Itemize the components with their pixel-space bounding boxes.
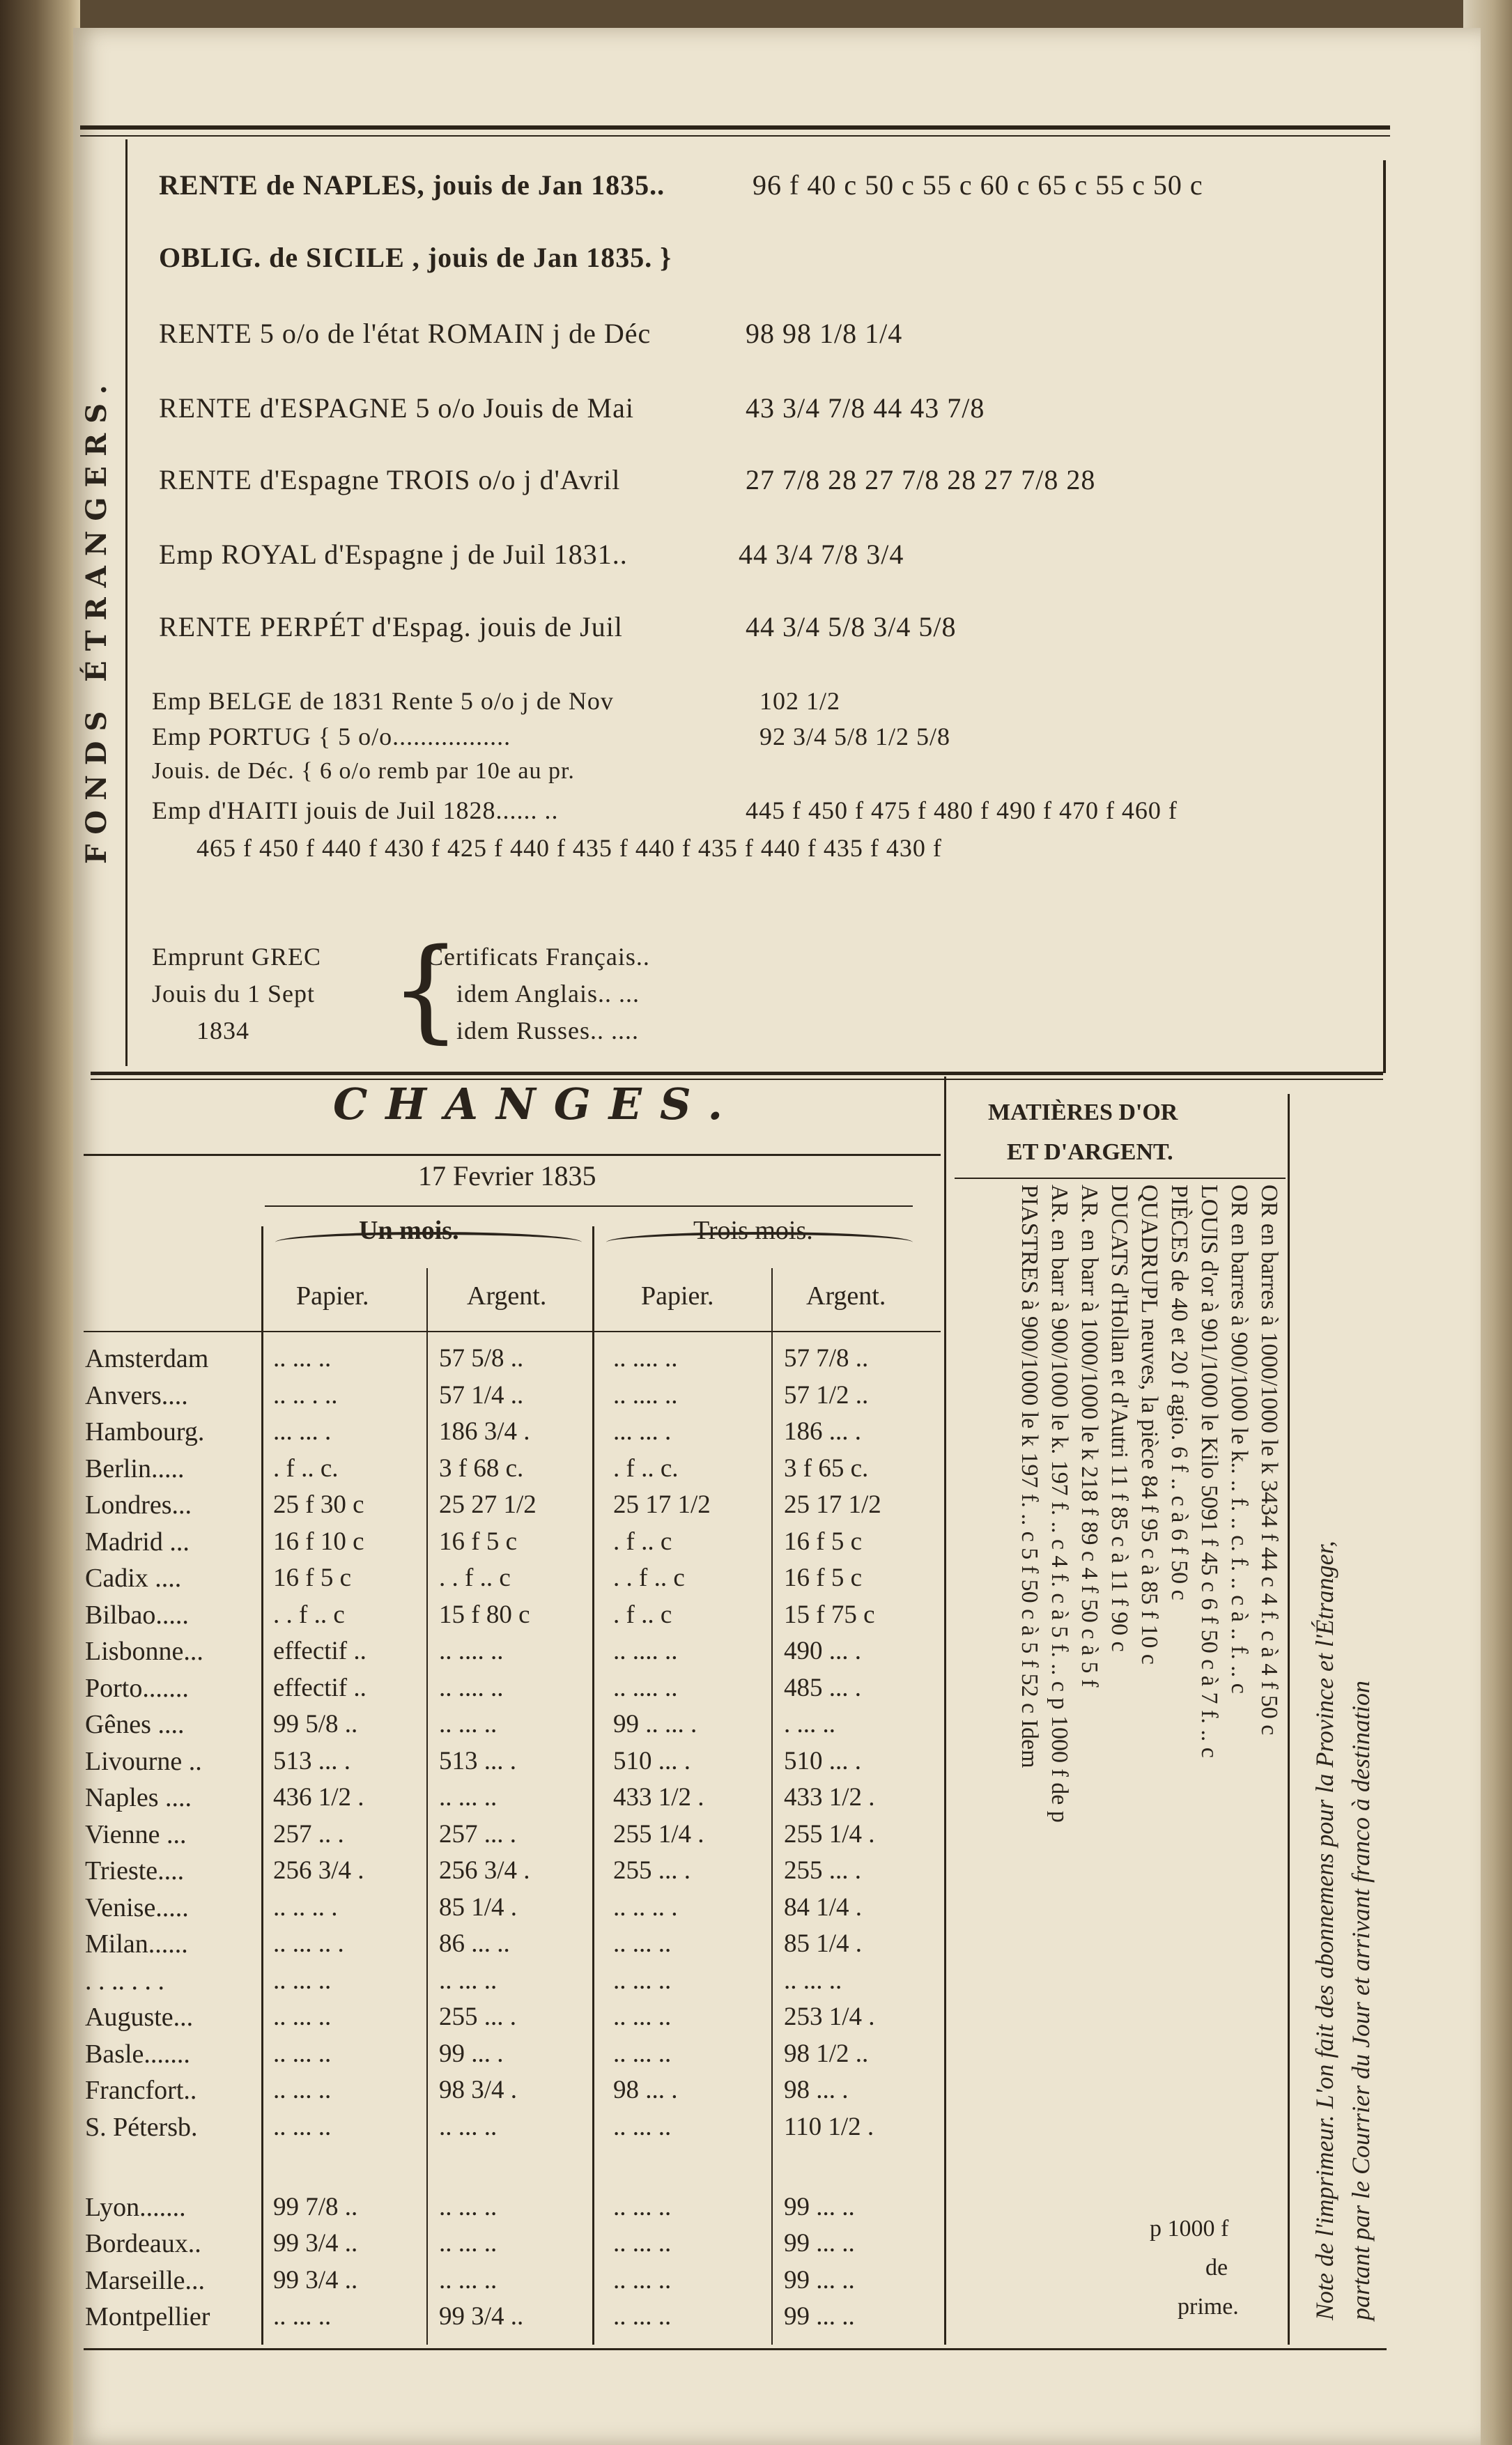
rate-cell: .. ... .. [613,2039,672,2068]
city-label: . . .. . . . [85,1966,164,1996]
rate-cell: 98 1/2 .. [784,2039,869,2068]
row-values: 43 3/4 7/8 44 43 7/8 [746,392,985,424]
city-label: Vienne ... [85,1819,187,1849]
city-label: Milan...... [85,1929,188,1959]
row-name: Jouis. de Déc. { 6 o/o remb par 10e au pr. [152,758,575,784]
prime-label: de [1205,2255,1228,2281]
rate-cell: .. .. .. . [273,1892,338,1922]
rate-cell: 16 f 5 c [273,1564,351,1592]
certificats-line: idem Russes.. .... [456,1017,640,1044]
city-label: Basle....... [85,2039,190,2069]
city-label: Naples .... [85,1783,192,1812]
rate-cell: 99 5/8 .. [273,1710,358,1738]
certificats-line: Certificats Français.. [426,943,650,971]
header-rule [84,1331,941,1332]
rate-cell: .. .... .. [439,1637,504,1665]
city-label: Auguste... [85,2003,194,2032]
matieres-rule [955,1178,1286,1179]
rate-cell: .. ... .. [273,2112,332,2141]
column-rule [592,1226,594,2345]
city-label: Marseille... [85,2265,206,2295]
changes-rule [84,1154,941,1156]
row-values: 92 3/4 5/8 1/2 5/8 [759,723,951,750]
rate-cell: .. ... .. [613,2265,672,2294]
rate-cell: 85 1/4 . [784,1929,863,1958]
rate-cell: . f .. c [613,1527,672,1556]
rate-cell: . ... .. [784,1710,835,1738]
rate-cell: .. .... .. [613,1380,678,1410]
row-name: RENTE d'Espagne TROIS o/o j d'Avril [159,464,621,495]
row-name: OBLIG. de SICILE , jouis de Jan 1835. } [159,242,672,273]
top-rule [80,125,1390,130]
rate-cell: 98 ... . [784,2076,849,2104]
rate-cell: .. ... .. [439,2229,497,2258]
rate-cell: .. ... .. [439,1710,497,1738]
rate-cell: . . f .. c [273,1600,345,1629]
column-rule [944,1077,946,2345]
city-label: S. Pétersb. [85,2112,198,2142]
city-label: Anvers.... [85,1380,188,1410]
header-papier: Papier. [641,1281,714,1311]
rate-cell: .. ... .. [439,2265,497,2294]
rate-cell: 257 ... . [439,1819,516,1849]
rate-cell: 16 f 10 c [273,1527,364,1556]
city-label: Lyon....... [85,2192,186,2222]
rate-cell: 186 3/4 . [439,1417,530,1446]
grec-line: Jouis du 1 Sept [152,980,316,1008]
rate-cell: effectif .. [273,1637,367,1665]
city-label: Livourne .. [85,1746,202,1776]
rate-cell: 256 3/4 . [273,1856,364,1885]
matieres-line: AR. en barr à 900/1000 le k. 197 f. .. c 4 f. c à 5 f. .. c p 1000 f de p [1047,1185,1072,1823]
changes-title: CHANGES. [333,1079,741,1129]
rate-cell: 99 3/4 .. [273,2229,358,2258]
rate-cell: 84 1/4 . [784,1892,863,1922]
rate-cell: 256 3/4 . [439,1856,530,1885]
row-name: RENTE 5 o/o de l'état ROMAIN j de Déc [159,318,651,349]
row-values: 445 f 450 f 475 f 480 f 490 f 470 f 460 f [746,796,1178,824]
row-values: 44 3/4 5/8 3/4 5/8 [746,611,957,642]
rate-cell: 510 ... . [613,1746,691,1775]
matieres-title: ET D'ARGENT. [1007,1139,1173,1165]
city-label: Gênes .... [85,1710,185,1739]
rate-cell: .. ... .. [613,2302,672,2331]
rate-cell: 255 1/4 . [613,1819,704,1849]
row-name: Emp d'HAITI jouis de Juil 1828...... .. [152,796,559,824]
matieres-line: PIASTRES à 900/1000 le k 197 f. .. c 5 f 50 c à 5 f 52 c Idem [1017,1185,1042,1768]
rate-cell: 186 ... . [784,1417,861,1446]
matieres-line: OR en barres à 900/1000 le k.. .. f. .. c. f. .. c à .. f. .. c [1226,1185,1252,1694]
rate-cell: 98 ... . [613,2076,678,2104]
rate-cell: 99 ... .. [784,2302,855,2331]
rate-cell: 257 .. . [273,1819,344,1849]
rate-cell: 99 3/4 .. [439,2302,524,2331]
header-argent: Argent. [806,1281,886,1311]
city-label: Cadix .... [85,1564,182,1593]
note-line: partant par le Courrier du Jour et arrivant franco à destination [1347,1681,1375,2320]
rate-cell: ... ... . [613,1417,672,1446]
rate-cell: 255 ... . [613,1856,691,1885]
rate-cell: 253 1/4 . [784,2003,875,2031]
rate-cell: 255 ... . [784,1856,861,1885]
matieres-line: AR. en barr à 1000/1000 le k 218 f 89 c 4 f 50 c à 5 f [1077,1185,1102,1688]
rate-cell: .. .... .. [613,1673,678,1702]
rate-cell: . f .. c [613,1600,672,1629]
rate-cell: 433 1/2 . [613,1783,704,1812]
rate-cell: 510 ... . [784,1746,861,1775]
rate-cell: 16 f 5 c [784,1564,862,1592]
rate-cell: 98 3/4 . [439,2076,518,2104]
note-line: Note de l'imprimeur. L'on fait des abonnemens pour la Province et l'Étranger, [1311,1541,1339,2320]
rate-cell: 3 f 68 c. [439,1453,524,1483]
rate-cell: . . f .. c [613,1564,685,1592]
matieres-title: MATIÈRES D'OR [988,1100,1178,1125]
rate-cell: 485 ... . [784,1673,861,1702]
rate-cell: 57 1/4 .. [439,1380,524,1410]
column-rule [771,1268,773,2345]
changes-date: 17 Fevrier 1835 [418,1160,596,1191]
matieres-line: QUADRUPL neuves, la pièce 84 f 95 c à 85 f 10 c [1136,1185,1162,1665]
row-name: Emp BELGE de 1831 Rente 5 o/o j de Nov [152,687,614,715]
city-label: Madrid ... [85,1527,190,1557]
rate-cell: .. ... .. [273,2003,332,2031]
brace-icon [275,1232,582,1253]
rate-cell: .. ... .. [439,2112,497,2141]
rate-cell: effectif .. [273,1673,367,1702]
city-label: Bordeaux.. [85,2229,201,2258]
section-divider [91,1072,1383,1075]
rate-cell: 110 1/2 . [784,2112,874,2141]
group-un-mois: Un mois. [359,1216,459,1245]
row-values: 102 1/2 [759,687,841,715]
row-name: RENTE d'ESPAGNE 5 o/o Jouis de Mai [159,392,634,424]
date-rule [265,1205,913,1207]
matieres-line: PIÈCES de 40 et 20 f agio. 6 f .. c à 6 f 50 c [1166,1185,1192,1601]
grec-line: Emprunt GREC [152,943,321,971]
rate-cell: .. ... .. [273,1966,332,1995]
rate-cell: .. ... .. [439,1966,497,1995]
city-label: Montpellier [85,2302,210,2331]
rate-cell: .. ... .. [613,2112,672,2141]
book-binding [0,0,80,2445]
city-label: Amsterdam [85,1344,209,1373]
rate-cell: .. ... .. . [273,1929,344,1958]
rate-cell: .. ... .. [613,2229,672,2258]
rate-cell: ... ... . [273,1417,332,1446]
city-label: Trieste.... [85,1856,185,1885]
rate-cell: 86 ... .. [439,1929,510,1958]
rate-cell: .. ... .. [613,2192,672,2221]
brace-icon: { [390,924,461,1054]
rate-cell: 25 17 1/2 [784,1490,881,1519]
rate-cell: 85 1/4 . [439,1892,518,1922]
rate-cell: .. ... .. [613,2003,672,2031]
city-label: Bilbao..... [85,1600,189,1630]
rate-cell: 490 ... . [784,1637,861,1665]
top-rule-thin [80,135,1390,137]
rate-cell: . f .. c. [273,1453,339,1483]
certificats-line: idem Anglais.. ... [456,980,640,1008]
rate-cell: 57 7/8 .. [784,1344,869,1373]
rate-cell: 99 7/8 .. [273,2192,358,2221]
rate-cell: .. ... .. [273,2039,332,2068]
matieres-line: LOUIS d'or à 901/1000 le Kilo 5091 f 45 c 6 f 50 c à 7 f. .. c [1196,1185,1222,1758]
rate-cell: 433 1/2 . [784,1783,875,1812]
rate-cell: .. ... .. [439,2192,497,2221]
brace-icon [606,1232,913,1253]
rate-cell: 255 1/4 . [784,1819,875,1849]
rate-cell: 513 ... . [273,1746,350,1775]
rate-cell: .. .... .. [439,1673,504,1702]
rate-cell: 15 f 75 c [784,1600,875,1629]
row-name: RENTE de NAPLES, jouis de Jan 1835.. [159,169,665,201]
city-label: Berlin..... [85,1453,185,1483]
rate-cell: .. ... .. [273,2076,332,2104]
matieres-line: DUCATS d'Hollan et d'Autri 11 f 85 c à 11 f 90 c [1106,1185,1132,1652]
row-values: 96 f 40 c 50 c 55 c 60 c 65 c 55 c 50 c [753,169,1203,201]
rate-cell: 25 17 1/2 [613,1490,711,1519]
rate-cell: 57 5/8 .. [439,1344,524,1373]
rate-cell: . . f .. c [439,1564,511,1592]
rate-cell: 16 f 5 c [784,1527,862,1556]
city-label: Porto....... [85,1673,189,1703]
rate-cell: 25 f 30 c [273,1490,364,1519]
rate-cell: .. ... .. [784,1966,842,1995]
city-label: Lisbonne... [85,1637,203,1666]
rate-cell: 513 ... . [439,1746,516,1775]
right-frame-rule [1383,160,1386,1073]
section-label-fonds-etrangers [80,815,113,864]
rate-cell: 3 f 65 c. [784,1453,869,1483]
rate-cell: 99 ... .. [784,2192,855,2221]
rate-cell: 16 f 5 c [439,1527,517,1556]
rate-cell: .. ... .. [273,1344,332,1373]
left-frame-rule [125,139,128,1066]
grec-line: 1834 [196,1017,249,1044]
rate-cell: 99 ... .. [784,2229,855,2258]
rate-cell: 57 1/2 .. [784,1380,869,1410]
row-values: 44 3/4 7/8 3/4 [739,539,904,570]
city-label: Londres... [85,1490,192,1520]
rate-cell: 99 .. ... . [613,1710,697,1738]
row-values: 98 98 1/8 1/4 [746,318,903,349]
rate-cell: 99 3/4 .. [273,2265,358,2294]
rate-cell: 436 1/2 . [273,1783,364,1812]
city-label: Venise..... [85,1892,189,1922]
rate-cell: .. .... .. [613,1344,678,1373]
city-label: Francfort.. [85,2076,197,2105]
column-rule [426,1268,428,2345]
prime-label: p 1000 f [1150,2216,1229,2242]
rate-cell: .. .. .. . [613,1892,678,1922]
rate-cell: . f .. c. [613,1453,679,1483]
rate-cell: .. ... .. [613,1966,672,1995]
rate-cell: 15 f 80 c [439,1600,530,1629]
matieres-right-rule [1288,1094,1290,2345]
row-name: Emp PORTUG { 5 o/o................. [152,723,511,750]
rate-cell: 255 ... . [439,2003,516,2031]
rate-cell: .. ... .. [613,1929,672,1958]
header-argent: Argent. [467,1281,547,1311]
rate-cell: .. .... .. [613,1637,678,1665]
header-papier: Papier. [296,1281,369,1311]
column-rule [261,1226,263,2345]
rate-cell: 25 27 1/2 [439,1490,537,1519]
matieres-line: OR en barres à 1000/1000 le k 3434 f 44 c 4 f. c à 4 f 50 c [1256,1185,1282,1736]
row-values-continued: 465 f 450 f 440 f 430 f 425 f 440 f 435 f 440 f 435 f 440 f 435 f 430 f [196,834,942,862]
rate-cell: .. ... .. [439,1783,497,1812]
city-label: Hambourg. [85,1417,205,1447]
bottom-rule [84,2348,1387,2350]
rate-cell: .. .. . .. [273,1380,338,1410]
rate-cell: 99 ... .. [784,2265,855,2294]
row-values: 27 7/8 28 27 7/8 28 27 7/8 28 [746,464,1096,495]
rate-cell: 99 ... . [439,2039,504,2068]
group-trois-mois: Trois mois. [693,1216,813,1245]
row-name: RENTE PERPÉT d'Espag. jouis de Juil [159,611,623,642]
rate-cell: .. ... .. [273,2302,332,2331]
row-name: Emp ROYAL d'Espagne j de Juil 1831.. [159,539,628,570]
prime-label: prime. [1178,2294,1239,2320]
